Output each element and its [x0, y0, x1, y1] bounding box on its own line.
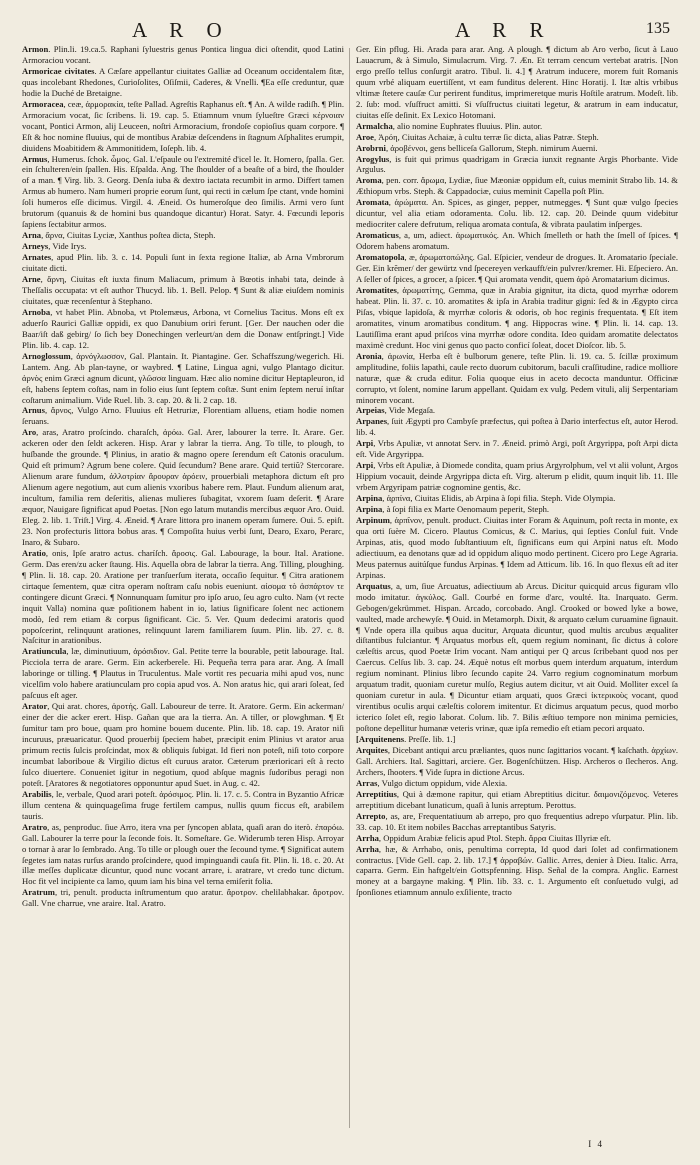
dictionary-entry [356, 121, 678, 132]
entry-headword: Aromatites [356, 284, 397, 295]
entry-headword: Aromaticus [356, 230, 399, 241]
entry-headword: Arabilis [22, 788, 52, 799]
dictionary-entry [356, 143, 678, 154]
entry-headword: Aromata [356, 197, 389, 208]
entry-text: , ἀρπῖνον, penult. product. Ciuitas inter Foram & Aquinum, poſt recta in monte, ex qua orti ſuère M. Cicero. Plautus Comicus, & C. Marius, qui ſepties Conſul fuit. Vnde Arpinas, atis, quod modo ſubſtantiuum eſt, ſignificans eum qui Arpini natus eſt. Modo adiectiuum, ea denotans quæ ad id oppidum aliquo modo pertinent. Cicero pro Lege Agraria. Meus paternus auitúſque fundus Arpinas. ¶ Idem ad Atticum. lib. 16. In quo flexus eſt ad iter Arpinas. [356, 514, 678, 580]
entry-text: , alio nomine Euphrates fluuius. Plin. autor. [392, 120, 543, 131]
dictionary-entry [22, 241, 344, 252]
entry-text: , à ſopi filia ex Marte Oenomaum peperit, Steph. [382, 504, 550, 515]
dictionary-entry [356, 438, 678, 460]
entry-headword: Aroe [356, 131, 374, 142]
entry-headword: Armon [22, 44, 49, 54]
left-running-head: A R O [132, 18, 231, 42]
entry-headword: Arne [22, 274, 41, 285]
entry-text: , apud Plin. lib. 3. c. 14. Populi ſunt in ſexta regione Italiæ, ab Arna Vmbrorum ciuitate dicti. [22, 252, 344, 274]
entry-text: , ἀρώματα. An. Spices, as ginger, pepper, nutmegges. ¶ Sunt quæ vulgo ſpecies dicuntur, vel alia etiam odoramenta. Colu. lib. 12. cap. 20. Deinde quum videbitur mediocriter calere defrutum, reliqua aromata contuſa, & vibrata paulatim inſperges. [356, 197, 678, 230]
entry-headword: Arnus [22, 405, 45, 416]
dictionary-entry [356, 581, 678, 734]
entry-text: , Oppidum Arabiæ felicis apud Ptol. Steph. ἄρρα Ciuitas Illyriæ eſt. [378, 832, 611, 843]
dictionary-entry [22, 405, 344, 427]
entry-headword: Arogylus [356, 153, 390, 164]
entry-text: , hæ, & Arrhabo, onis, penultima correpta, Id quod dari ſolet ad confirmationem contractus. [Vide Gell. cap. 2. lib. 17.] ¶ ἀρραβών. Gallic. Arres, denier à Dieu. Italic. Arra, caparra. Germ. Ein haftgelt/ein Gottspfenning. Hisp. Señal de la compra. Anglic. Earnest money at a bargayne making. ¶ Plin. lib. 33. c. 1. Argumento eſt conſuetudo vulgi, ad ſponſiones etiamnum annulo exſiliente, tracto [356, 843, 678, 898]
dictionary-entry [356, 285, 678, 351]
dictionary-entry [22, 274, 344, 307]
dictionary-entry [356, 154, 678, 176]
dictionary-entry [356, 197, 678, 230]
entry-headword: Arpina [356, 504, 383, 515]
entry-headword: Aroma [356, 175, 382, 186]
dictionary-entry [22, 307, 344, 351]
entry-headword: Arpina [356, 493, 383, 504]
entry-headword: Aratiuncula [22, 646, 67, 657]
entry-headword: Arneys [22, 241, 49, 252]
dictionary-entry [356, 405, 678, 416]
entry-headword: Aratro [22, 821, 48, 832]
entry-text: , Ἀρόη, Ciuitas Achaiæ, à cultu terræ ſic dicta, alias Patræ. Steph. [373, 131, 599, 142]
entry-headword: Arator [22, 701, 48, 712]
entry-text: , Dicebant antiqui arcu præliantes, quos nunc ſagittarios vocant. ¶ kaſchath. ἀρχίων. Gall. Archiers. Ital. Sagittari, arciere. Ger. Bogenſchützen. Hisp. Archeros o ſlecheros. Ang. Archers, ſhooters. ¶ Vide ſupra in dictione Arcus. [356, 745, 678, 777]
dictionary-entry [22, 548, 344, 647]
dictionary-entry [356, 44, 678, 121]
entry-headword: Arras [356, 777, 378, 788]
entry-headword: Armoricae civitates [22, 65, 95, 76]
entry-headword: Armus [22, 153, 48, 164]
entry-text: , a, um, adiect. ἀρωματικός. An. Which ſmelleth or hath the ſmell of ſpices. ¶ Odorem habens aromatum. [356, 230, 678, 252]
entry-text: , ἄρνη, Ciuitas eſt iuxta finum Maliacum, primum à Bœotis inhabi tata, deinde à Theſſalis occupata: vt eſt author Thucyd. lib. 1. Bell. Pelop. ¶ Sunt & aliæ eiuſdem nominis ciuitates, quæ recenſentur à Stephano. [22, 274, 344, 306]
entry-text: , ἀροβέννοι, gens belliceſa Gallorum, Steph. nimirum Auerni. [385, 142, 598, 153]
entry-text: , ἄρνα, Ciuitas Lyciæ, Xanthus poſtea dicta, Steph. [41, 230, 216, 241]
entry-text: , Vulgo dictum oppidum, vide Alexia. [377, 777, 508, 788]
entry-text: , læ, diminutiuum, ἀρόσιδιον. Gal. Petite terre la bourable, petit labourage. Ital. Picciola terra de arare. Germ. Ein ackerberele. Hi. Pequeña terra para arar. Ang. A ſmall laboringe or tilling. ¶ Plautus in Truculentus. Male vortit res pecuaria mihi apud vos, nunc vicelſim volo habere aratiunculam pro copia apud vos. A. Non aratus hic, qui arari ſoleat, ſed paſcuus eſt ager. [22, 646, 344, 701]
dictionary-entry [22, 646, 344, 701]
signature-mark: I 4 [588, 1139, 604, 1149]
entry-text: . Preſſe. lib. 1.] [404, 734, 456, 745]
entry-text: , Vrbs Apuliæ, vt annotat Serv. in 7. Æneid. primò Argi, poſt Argyrippa, poſt Arpi dicta eſt. Vide Argyrippa. [356, 438, 678, 460]
entry-headword: Arnoba [22, 306, 51, 317]
dictionary-entry [356, 745, 678, 778]
dictionary-entry [22, 351, 344, 406]
entry-text: , onis, Ipſe aratro actus. charíſch. ἄροσις. Gal. Labourage, la bour. Ital. Aratione. Germ. Das eren/zu acker ſtaung. His. Aquella obra de labrar la tierra. Ang. Tilling, ploughing. ¶ Plin. li. 18. cap. 20. Aratione per tranſuerſum iterata, occaſio ſequitur. ¶ Citra arationem cirtaque ſementem, quæ citra operam noſtram caſu nobis eueniunt. αἰσομα τὸ ἀσπάρτον τε contingere dicunt Græci. ¶ Nonnunquam ſumitur pro ipſo aruo, ſeu agro culto. Nam (vt recte inquit Valla) nomina quæ poſitionem habent in io, latius ſignificare ſolent nec actionem modò, ſed rem etiam & corpus ſignificant. Cic. 5. Ver. Quum dedecimi aratoris quod popoſcerint, relinquunt arationes, relinquunt larem familiarem ſuum. Plin. lib. 27. c. 8. Naſcitur in arationibus. [22, 547, 344, 646]
dictionary-entry [22, 887, 344, 909]
entry-headword: Arpeias [356, 405, 385, 416]
entry-text: , aras, Aratro proſcindo. charaſch, ἀρόω. Gal. Arer, labourer la terre. It. Arare. Ger. ackeren oder den ſeldt ackeren. Hisp. Arar y labrar la tierra. Ang. To tille, to plough, to huſbande the grounde. ¶ Plinius, in aratio & magno opere ſerendum eſt Catonis oraculum. Quid eſt primum? Agrum bene colere. Quid ſecundum? Bene arare. Quid tertiũ? Stercorare. Alienum arare fundum, ἀλλοτρίαν ἄρουραν ἀρόειν, prouerbiali metaphora dictum eſt pro Alienum agere negotium, aut cum alienis vxoribus habere rem. Plaut. Fundum alienum arat, incultum, familia rem deſeritis, alienas mulieres ſubagitat, vxorem ſuam deſerit. ¶ Arare æquor, Nauigare ſignificat apud Poetas. [Non ego latum mutandis mercibus æquor Aro. Ouid. Eleg. 2. lib. 1. Triſt.] Virg. 4. Æneid. ¶ Arare littora pro inanem operam ſumere. Oui. 5. epiſt. 23. Non profecturis littora bobus aras. ¶ Compoſita huius verbi ſunt, Dearo, Exaro, Perarc, Inaro, & Subaro. [22, 427, 344, 547]
dictionary-entry [356, 416, 678, 438]
entry-headword: Arna [22, 230, 42, 241]
entry-text: , Humerus. ſchok. ὦμος. Gal. L'eſpaule ou l'extremité d'icel le. It. Homero, ſpalla. Ger. ein ſchulteren/ein ſpallen. His. Eſpalda. Ang. The ſhoulder of a beaſte of a bird, the ſhoulder of a man. ¶ Virg. lib. 3. Georg. Denſa iuba & dextro iactata recumbit in armo. Differt tamen Armus ab humero. Nam humeri proprie eorum ſunt, qui recti in cælum ſpe ctant, vnde homini ſoli humeros eſſe dicimus. Virgil. 4. Æneid. Os humeroſque deo ſimilis. Armi vero ſunt brutorum (quanuis & de homini bus quandoque dicantur) Horat. Satyr. 4. Fœcundi leporis ſapiens ſectabitur armos. [22, 153, 344, 230]
dictionary-entry [22, 822, 344, 888]
entry-text: . A Cæſare appellantur ciuitates Galliæ ad Oceanum occidentalem ſitæ, quas incolebant Rhedones, Curioſolites, Oſiſmii, Caderes, & Vnelli. ¶Ea eſſe creduntur, quæ hodie la Duché de Bretaigne. [22, 65, 344, 98]
entry-text: , pen. corr. ἄρωμα, Lydiæ, ſiue Mæoniæ oppidum eſt, cuius meminit Strabo lib. 14. & Æthiopum vrbs. Steph. & Cappadociæ, cuius meminit Capella poſt Plin. [356, 175, 678, 197]
entry-text: , ἀρπίνα, Ciuitas Elidis, ab Arpina à ſopi filia. Steph. Vide Olympia. [382, 493, 616, 504]
entry-headword: Arnoglossum [22, 350, 71, 361]
dictionary-entry [356, 833, 678, 844]
entry-text: , ἀρνόγλωσσον, Gal. Plantain. It. Piantagine. Ger. Schaffszung/wegerich. Hi. Lantem. Ang. Ab plan-tayne, or waybred. ¶ Latine, Lingua agni, vulgo Plantago dicitur. ἀρνὸς enim Græci agnum dicunt, γλῶσσα linguam. Hæc alio nomine dicitur Heptapleuron, id eſt, habens ſeptem coſtas, nam in folio eius ſunt ſeptem coſtæ. Sunt enim ſeptem neruí inſtar coſtarum animalium. Vide Ruel. lib. 3. cap. 20. & li. 2 cap. 18. [22, 350, 344, 405]
entry-headword: Armoracea [22, 98, 64, 109]
dictionary-entry [356, 778, 678, 789]
dictionary-entry [22, 427, 344, 547]
dictionary-entry [356, 734, 678, 745]
entry-text: , Vide Irys. [48, 241, 87, 252]
dictionary-entry [356, 504, 678, 515]
entry-text: Ger. Ein pflug. Hi. Arada para arar. Ang. A plough. ¶ dictum ab Aro verbo, ſicut à Lauo Lauacrum, & à Simulo, Simulacrum. Virg. 7. Æn. Et terram cencum vertebat aratris. [Non ergo preſſo tellus conſurgit aratro. Tibul. li. 4.] ¶ Aratrum inducere, morem fuit Romanis quum vrbé aliquam euertiſſent, vt eam funditus delerent. Hinc Horatij. I. Itæ altis vrbibus vltimæ ſtetere cauſæ Cur perirent funditus, imprimeretque muris Hoſtile aratrum. Modeſt. lib. 2. ſub: mod. vſuſfruct amitti. Si vſuſfructus ciuitati legetur, & aratrum in eam inducatur, ciuitas eſſe deſinit. Ex Lexico Hotomani. [356, 44, 678, 120]
entry-headword: Arnates [22, 252, 52, 263]
entry-text: , vt habet Plin. Abnoba, vt Ptolemæus, Arbona, vt Cornelius Tacitus. Mons eſt ex aduerſo Raurici Galliæ oppidi, ex quo Danubium oriri ferunt. [Ger. Der nauchen oder die Baar/iſt daß gebirg/ ſo ſich bey Donechingen verleurt/an dem die Donaw entſpringt.] Vide Plin. lib. 4. cap. 12. [22, 306, 344, 350]
dictionary-entry [356, 460, 678, 493]
entry-headword: Arrha [356, 832, 379, 843]
entry-headword: Arrepto [356, 810, 386, 821]
entry-headword: [Arquitenens [356, 734, 405, 745]
page-header [0, 14, 700, 44]
dictionary-entry [356, 844, 678, 899]
entry-headword: Armalcha [356, 120, 393, 131]
entry-text: , Vrbs eſt Apuliæ, à Diomede condita, quam prius Argyrolphum, vel vt alii volunt, Argos Hippium vocauit, deinde Argyrippa dicta eſt. Virg. alterum p elidit, quum inquit lib. 11. Ille vrbem Argyripam patriæ cognomine gentis, &c. [356, 460, 678, 493]
entry-text: , ἀρωματίτης, Gemma, quæ in Arabia gignitur, ita dicta, quod myrrhæ odorem habeat. Plin. li. 37. c. 10. aromatites & ipſa in Arabia traditur gigni: ſed & in Ægypto circa Piſas, vbique lapidoſa, & myrrhæ coloris & odoris, ob hoc reginis frequentata. ¶ Eſt item aromatites, vinum aromatibus conditum. ¶ ang. Hippocras wine. ¶ Plin. li. 14. cap. 13. Lautiſſima erant apud priſcos vina myrrhæ odore condita. Ideo quidam aromatite delectatos maximè credunt. Hoc vini genus quo pacto conficí ſoleat, docet Dioſcor. lib. 5. [356, 284, 678, 350]
entry-text: , as, are, Frequentatiuum ab arrepo, pro quo frequentius adrepo vſurpatur. Plin. lib. 33. cap. 10. Et item nobiles Bacchas arreptantibus Satyris. [356, 810, 678, 832]
dictionary-entry [22, 66, 344, 99]
dictionary-entry [356, 230, 678, 252]
left-column [22, 44, 344, 1144]
dictionary-entry [356, 351, 678, 406]
entry-headword: Arpanes [356, 416, 388, 427]
entry-headword: Aro [22, 427, 37, 438]
entry-headword: Arrha [356, 843, 379, 854]
entry-headword: Aromatopola [356, 252, 405, 263]
entry-text: , tri, penult. producta inſtrumentum quo aratur. ἄροτρον. chelilabhakar. ἄροτρον. Gall. Vne charrue, vne araire. Ital. Aratro. [22, 887, 344, 909]
dictionary-entry [22, 789, 344, 822]
entry-text: , ἄρνος, Vulgo Arno. Fluuius eſt Hetruriæ, Florentiam alluens, etiam hodie nomen ſeruans. [22, 405, 344, 427]
entry-headword: Arpi [356, 438, 374, 449]
dictionary-entry [22, 252, 344, 274]
entry-text: , a, um, ſiue Arcuatus, adiectiuum ab Arcus. Dicitur quicquid arcus figuram vllo modo imitatur. ἀγκύλος. Gall. Courbé en forme d'arc, voulté. Ita. Inarquato. Germ. Gebogen/gekrümmet. Hispan. Arcado, corcobado. Angl. Crooked or bowed lyke a bowe, vaulted, made archewyſe. ¶ Ouid. in Metamorph. Dixit, & arquato cælum curuamine ſignauit. ¶ Vnde opera illa quibus aqua ducitur, Arquata dicuntur, quod multis arcubus æqualiter diſtantibus fulciantur. ¶ Arquatus morbus eſt, quem regium nominant, ſic dictus à colore cæleſtis arcus, quod Poetæ Irim vocant. Nam antiqui per Q arcus ſcribebant quod nos per Caercus. Celſus lib. 3. cap. 24. Æquè notus eſt morbus quem interdum arquatum, interdum regium nominant. Plinius libro ſecundo capite 24. Varro regium cognominatum morbum arquatum tradit, quoniam curetur mulſo, Regius autem dicitur, vt ait Ouid. Molliter excel ſa quoniam curetur in aula. ¶ Dicuntur etiam arquati, quos Græci ἰκτερικοὺς vocant, quod virentibus oculis arqui cæleſtis colorem imitentur. Et dicimus arquatum pecus, quod morbo icterico ſolet eſt, regio laborat. Colum. lib. 7. Bilis æſtiuo tempore non minima pernicies, poſtone depellitur humanæ veteris vrinæ, quæ ipſa remedio eſt etiam pecori arquato. [356, 580, 678, 734]
right-running-head: A R R [455, 18, 553, 42]
entry-text: , is fuit qui primus quadrigam in Græcia iunxit regnante Argis Phorbante. Vide Argulus. [356, 153, 678, 175]
dictionary-entry [356, 132, 678, 143]
entry-text: , ceæ, ἀρμορακία, teſte Pallad. Agreſtis Raphanus eſt. ¶ An. A wilde radiſh. ¶ Plin. Armoracium vocat, ſic ſcribens. li. 19. cap. 5. Etiamnum vnum ſylueſtre Græci κέρνοιαν vocant, Pontici Armon, alij Leuceen, noſtri Armoracium, frondoſe copioſius quam corpore. ¶ Eſt & hoc nomine fluuius, qui de montibus Arabiæ deſcendens in ſtagnum Aſphalites erumpit, diuidens Moabitidem & Ammonitidem, Ioſeph. lib. 4. [22, 98, 344, 153]
entry-headword: Arpinum [356, 514, 390, 525]
entry-headword: Arpi [356, 460, 374, 471]
entry-headword: Aratio [22, 547, 46, 558]
dictionary-entry [356, 515, 678, 581]
entry-text: . Plin.li. 19.ca.5. Raphani ſyluestris genus Pontica lingua dici oſtendit, quod Latini Armoraciou vocant. [22, 44, 344, 65]
entry-text: , le, verbale, Quod arari poteſt. ἀρόσιμος. Plin. li. 17. c. 5. Contra in Byzantio Africæ illum centena & quinquageſima fruge fertilem campus, nullis quum ficcus eſt, arabilem tauris. [22, 788, 344, 821]
entry-headword: Aratrum [22, 887, 55, 898]
entry-headword: Arobrni [356, 142, 386, 153]
entry-text: , ἀρωνία, Herba eſt è bulborum genere, teſte Plin. li. 19. ca. 5. ſcillæ proximum amplitudine, foliis lapathi, caule recto duorum cubitorum, baculi craſſitudine, radice molliore naturæ, quæ & cruda editur. Folia quoque eius in aceto decocta manduntur. Officinæ corrupto, vt ſolent, nomine Iarum appellant. Quidam ex vulg. Pedem vituli, alij Serpentariam minorem vocant. [356, 350, 678, 405]
dictionary-entry [22, 701, 344, 789]
entry-headword: Aronia [356, 350, 382, 361]
dictionary-entry [356, 493, 678, 504]
entry-headword: Arquites [356, 745, 388, 755]
dictionary-entry [22, 154, 344, 231]
entry-headword: Arreptitius [356, 788, 397, 799]
entry-text: , æ, ἀρωματοπώλης. Gal. Eſpicier, vendeur de drogues. It. Aromatario ſpeciale. Ger. Ein krẽmer/ der gewürtz vnd ſpecereyen verkaufft/ein pulvrer/kremer. Hi. Eſpeciero. An. A ſeller of ſpices, a grocer, a ſpicer. ¶ Qui aromata vendit, quem ἀρὸ Aromatarium dicimus. [356, 252, 678, 285]
column-divider [349, 48, 350, 1128]
dictionary-entry [356, 811, 678, 833]
page-number: 135 [646, 20, 670, 37]
dictionary-entry [356, 252, 678, 285]
entry-text: , ſuit Ægypti pro Cambyſe præfectus, qui poſtea à Dario interfectus eſt, autor Herod. lib. 4. [356, 416, 678, 438]
entry-headword: Arquatus [356, 580, 391, 591]
dictionary-entry [22, 44, 344, 66]
entry-text: , Vide Megaſa. [384, 405, 436, 416]
dictionary-entry [356, 175, 678, 197]
dictionary-entry [22, 99, 344, 154]
dictionary-entry [22, 230, 344, 241]
entry-text: , Qui à dæmone rapitur, qui etiam Abreptitius dicitur. δαιμονιζόμενος. Veteres arreptitium dicebant lunaticum, quaſi à lunis arreptum. Perottus. [356, 788, 678, 810]
entry-text: , as, penproduc. ſiue Arro, itera vna per ſyncopen ablata, quaſi aran do iterò. ἐπαρόω. Gall. Labourer la terre pour la ſeconde fois. It. Someſtare. Ge. Widerumb teren Hisp. Arroyar o tornar à arar lo ſembrado. Ang. To tille or plough ouer the ſecound tyme. ¶ Significat autem ſegetes iam natas rurſus arando proſcindere, quod impinguandi cauſa fit. Plin. li. 18. c. 20. At illæ meſſes duplicatæ dicuntur, quod nunc vocant arrare, i. aratrare, vt credo tunc dictum. Hoc fit vel incipiente ca lamo, quum iam his bina vel terna emiſerit folia. [22, 821, 344, 887]
right-column [356, 44, 678, 1144]
dictionary-entry [356, 789, 678, 811]
entry-text: , Qui arat. chores, ἀροτής. Gall. Laboureur de terre. It. Aratore. Germ. Ein ackerman/ einer der die acker erert. Hisp. Gañan que ara la tierra. An. A tiller, or plowghman. ¶ Et ſumitur tam pro boue, quam pro homine bouem ducente. Plin. lib. 18. cap. 19. Arator niſi incuruus, præuaricatur. Quod prouerbij ſpeciem habet, præcipit enim Plinius vt arator arua primum rectis ſulcis proſcindat, mox & obliquis ſubigat. Id fieri non poteſt, niſi toto corpore incumbat laboriboue & Virgilio dictus eſt curuus arator. Cæterum prærioricari eſt à recto ſulco diuertere. Conueniet igitur in negotium, quod abſque magnis ſudoribus peragi non poteſt. [Aratores & negotiatores opponuntur apud Suet. in Aug. c. 42. [22, 701, 344, 788]
